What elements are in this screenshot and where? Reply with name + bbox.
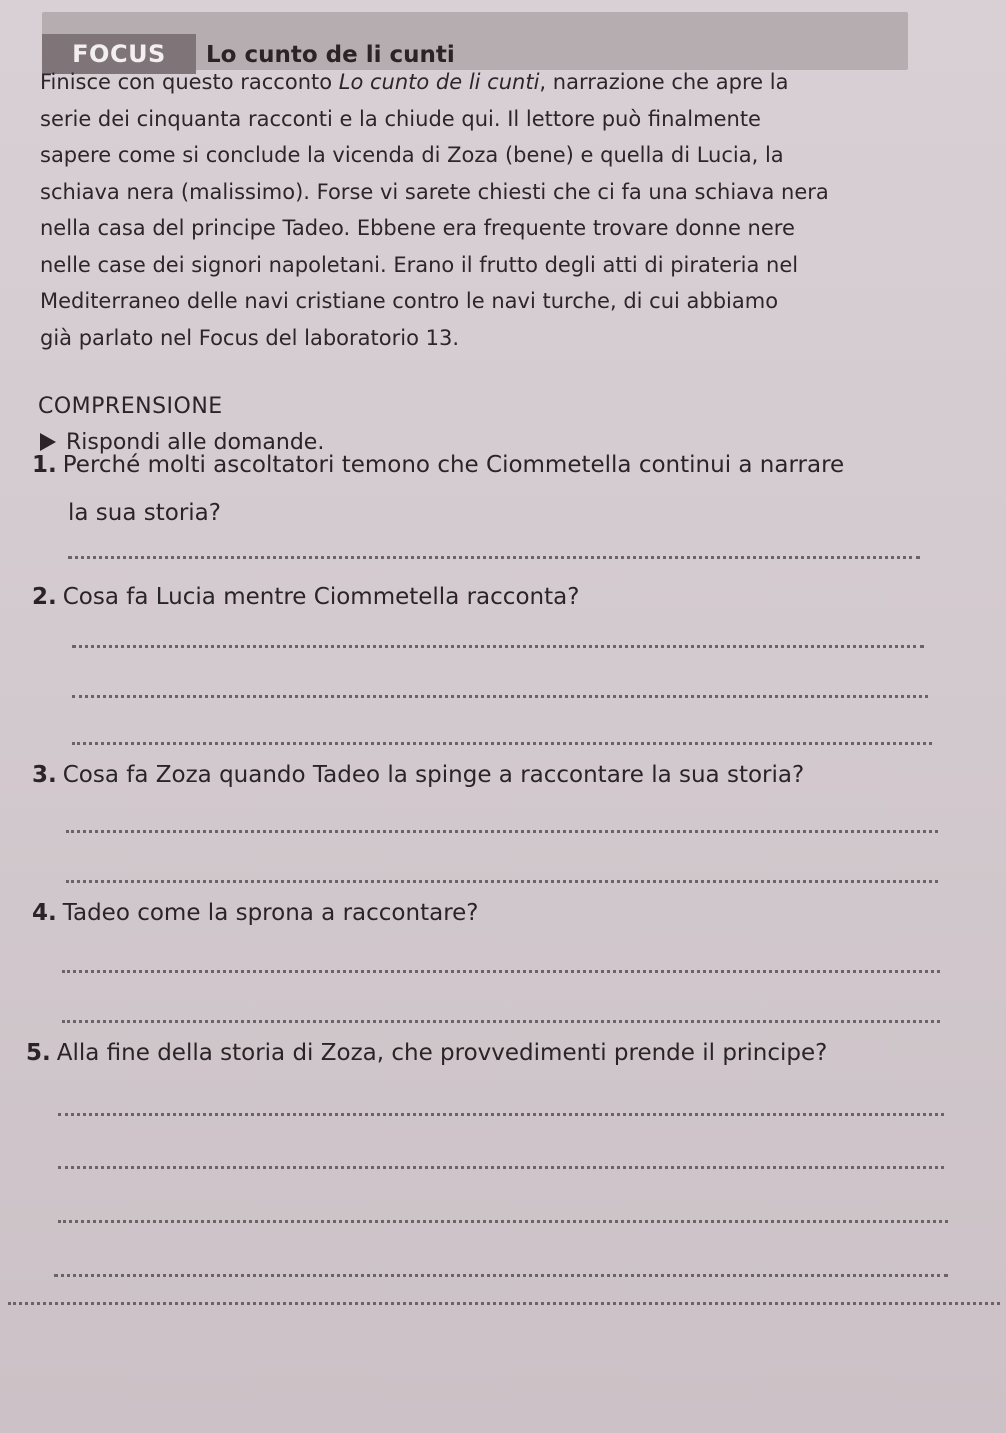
question-2 — [32, 584, 579, 610]
answer-line[interactable] — [66, 880, 938, 883]
question-text: Alla fine della storia di Zoza, che provvedimenti prende il principe? — [56, 1040, 828, 1066]
answer-line[interactable] — [68, 556, 920, 559]
question-1-continuation: la sua storia? — [68, 500, 221, 526]
question-number: 4. — [32, 900, 57, 926]
intro-line: Mediterraneo delle navi cristiane contro le navi turche, di cui abbiamo — [40, 289, 779, 313]
intro-line: schiava nera (malissimo). Forse vi sarete chiesti che ci fa una schiava nera — [40, 179, 829, 204]
answer-line[interactable] — [72, 645, 924, 648]
question-number: 5. — [26, 1040, 51, 1066]
answer-line[interactable] — [58, 1166, 944, 1169]
intro-line: nelle case dei signori napoletani. Erano il frutto degli atti di pirateria nel — [40, 252, 799, 277]
question-text: Cosa fa Zoza quando Tadeo la spinge a raccontare la sua storia? — [62, 762, 805, 788]
intro-line: Finisce con questo racconto Lo cunto de li cunti, narrazione che apre la — [40, 70, 789, 94]
answer-line[interactable] — [62, 1020, 940, 1023]
answer-line[interactable] — [8, 1302, 1000, 1305]
question-4 — [32, 900, 479, 926]
question-1 — [32, 452, 844, 478]
book-title-italic: Lo cunto de li cunti — [338, 70, 540, 94]
question-number: 2. — [32, 584, 57, 610]
section-heading: COMPRENSIONE — [38, 394, 223, 419]
question-text: Perché molti ascoltatori temono che Ciommetella continui a narrare — [62, 452, 845, 478]
question-text: Cosa fa Lucia mentre Ciommetella racconta? — [62, 584, 580, 610]
answer-line[interactable] — [54, 1274, 948, 1277]
answer-line[interactable] — [72, 695, 928, 698]
question-number: 1. — [32, 452, 57, 478]
intro-line: nella casa del principe Tadeo. Ebbene era frequente trovare donne nere — [40, 216, 795, 240]
intro-line: già parlato nel Focus del laboratorio 13. — [40, 325, 460, 350]
answer-line[interactable] — [58, 1220, 948, 1223]
question-3 — [32, 762, 804, 788]
question-text: Tadeo come la sprona a raccontare? — [62, 900, 479, 926]
intro-line: sapere come si conclude la vicenda di Zoza (bene) e quella di Lucia, la — [40, 143, 784, 167]
answer-line[interactable] — [58, 1113, 944, 1116]
answer-line[interactable] — [72, 742, 932, 745]
triangle-bullet-icon — [40, 433, 56, 451]
intro-paragraph — [40, 64, 912, 356]
question-number: 3. — [32, 762, 57, 788]
answer-line[interactable] — [66, 830, 938, 833]
focus-tag: FOCUS — [42, 34, 196, 74]
answer-line[interactable] — [62, 970, 940, 973]
intro-line: serie dei cinquanta racconti e la chiude qui. Il lettore può finalmente — [40, 106, 761, 131]
instruction-text: Rispondi alle domande. — [66, 430, 325, 455]
focus-title: Lo cunto de li cunti — [206, 42, 455, 68]
question-5 — [26, 1040, 827, 1066]
